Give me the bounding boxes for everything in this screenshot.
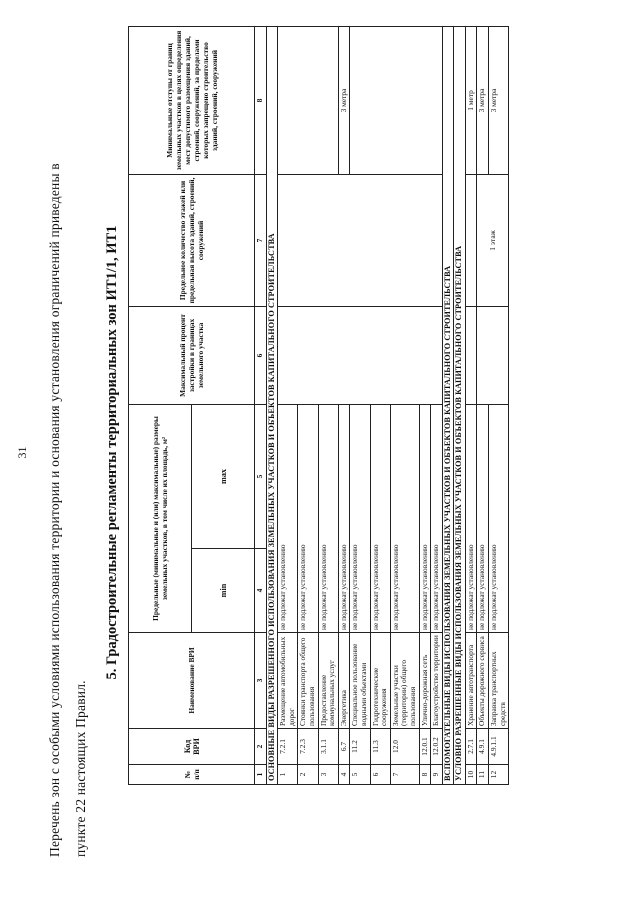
col-index: 3 [255, 633, 267, 729]
col-index: 4 [255, 549, 267, 633]
header-code: Код ВРИ [129, 729, 255, 765]
setback-cell [278, 26, 339, 174]
intro-line-2: пункте 22 настоящих Правил. [73, 680, 88, 857]
intro-paragraph [42, 50, 94, 857]
section-row-conditional: УСЛОВНО РАЗРЕШЕННЫЕ ВИДЫ ИСПОЛЬЗОВАНИЯ ЗЕМЕЛЬНЫХ УЧАСТКОВ И ОБЪЕКТОВ КАПИТАЛЬНОГО СТРОИТЕЛЬСТВА [454, 26, 466, 784]
intro-line-1: Перечень зон с особыми условиями использования территории и основания установления ограничений приведены в [47, 163, 62, 857]
table-row: 5 11.2 Специальное пользование водными объектами не подлежат установлению [350, 26, 370, 784]
header-min: min [192, 549, 255, 633]
floors-cell [278, 174, 443, 306]
col-index: 2 [255, 729, 267, 765]
table-row: 11 4.9.1 Объекты дорожного сервиса не подлежат установлению 1 этаж 3 метра [477, 26, 489, 784]
table-row: 1 7.2.1 Размещение автомобильных дорог не подлежат установлению [278, 26, 298, 784]
section-row-main: ОСНОВНЫЕ ВИДЫ РАЗРЕШЕННОГО ИСПОЛЬЗОВАНИЯ ЗЕМЕЛЬНЫХ УЧАСТКОВ И ОБЪЕКТОВ КАПИТАЛЬНОГО СТРОИТЕЛЬСТВА [266, 26, 278, 784]
header-floors: Предельное количество этажей или предельная высота зданий, строений, сооружений [129, 174, 255, 306]
col-index: 5 [255, 404, 267, 548]
percent-cell [278, 306, 443, 404]
header-num: № п/п [129, 765, 255, 785]
floors-value: 1 этаж [477, 174, 509, 306]
table-row: 12 4.9.1.1 Заправка транспортных средств не подлежат установлению 3 метра [489, 26, 509, 784]
page-number: 31 [15, 446, 29, 459]
setback-value: 3 метра [477, 26, 489, 174]
setback-value: 3 метра [489, 26, 509, 174]
section-title: 5. Градостроительные регламенты территориальных зон ИТ1/1, ИТ1 [104, 225, 120, 680]
table-row: 10 2.7.1 Хранение автотранспорта не подлежат установлению 1 метр [465, 26, 477, 784]
section-row-aux: ВСПОМОГАТЕЛЬНЫЕ ВИДЫ ИСПОЛЬЗОВАНИЯ ЗЕМЕЛЬНЫХ УЧАСТКОВ И ОБЪЕКТОВ КАПИТАЛЬНОГО СТРОИТЕЛЬСТВА [442, 26, 454, 784]
col-index: 6 [255, 306, 267, 404]
header-max: max [192, 404, 255, 548]
header-setbacks: Минимальные отступы от границ земельных участков в целях определения мест допустимого размещения зданий, строений, сооружений, за пределами которых запрещено строительство зданий, строений, сооружений [129, 26, 255, 174]
setback-value: 1 метр [465, 26, 477, 174]
header-name: Наименование ВРИ [129, 633, 255, 729]
table-row: 6 11.3 Гидротехнические сооружения не подлежат установлению [370, 26, 390, 784]
table-row: 3 3.1.1 Предоставление коммунальных услуг не подлежат установлению [318, 26, 338, 784]
col-index: 1 [255, 765, 267, 785]
regulations-table [128, 26, 509, 785]
header-percent: Максимальный процент застройки в границах земельного участка [129, 306, 255, 404]
column-index-row [255, 26, 267, 784]
table-row: 2 7.2.3 Стоянки транспорта общего пользования не подлежат установлению [298, 26, 318, 784]
header-sizes: Предельные (минимальные и (или) максимальные) размеры земельных участков, в том числе их площадь, м² [129, 404, 192, 632]
table-row: 7 12.0 Земельные участки (территории) общего пользования не подлежат установлению [390, 26, 419, 784]
setback-value: 3 метра [338, 26, 350, 174]
table-row: 8 12.0.1 Улично-дорожная сеть не подлежат установлению [419, 26, 431, 784]
col-index: 7 [255, 174, 267, 306]
table-row: 9 12.0.2 Благоустройство территории не подлежат установлению [431, 26, 443, 784]
header-row [129, 26, 192, 784]
col-index: 8 [255, 26, 267, 174]
table-row: 4 6.7 Энергетика не подлежат установлению 3 метра [338, 26, 350, 784]
setback-cell [350, 26, 442, 174]
